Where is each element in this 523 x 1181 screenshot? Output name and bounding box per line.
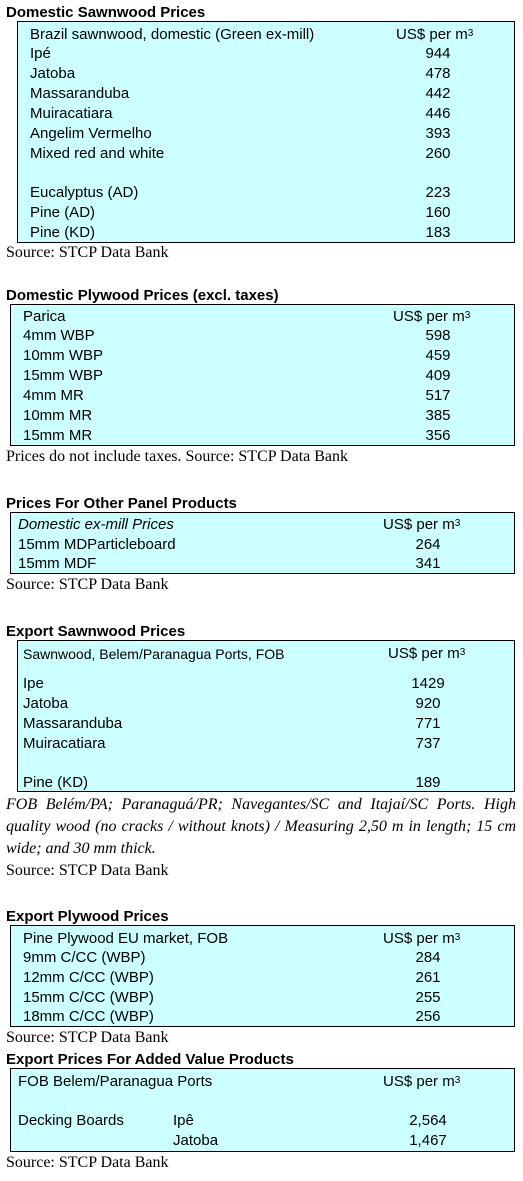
row-value: 341 xyxy=(415,555,441,572)
row-label: 15mm MR xyxy=(23,427,93,444)
unit-header: US$ per $m^3$ xyxy=(383,516,461,533)
source-note: Source: STCP Data Bank xyxy=(6,1154,169,1171)
row-value: 356 xyxy=(425,427,451,444)
row-label: Pine (KD) xyxy=(30,224,96,241)
row-label: 18mm C/CC (WBP) xyxy=(23,1008,154,1025)
export-sawnwood-note: FOB Belém/PA; Paranaguá/PR; Navegantes/SC and Itajaí/SC Ports. High quality wood (no cracks / without knots) / Measuring 2,50 m in length; 15 cm wide; and 30 mm thick. xyxy=(6,796,516,857)
row-label: Muiracatiara xyxy=(30,105,113,122)
row-value: 284 xyxy=(415,949,441,966)
row-label: Mixed red and white xyxy=(30,145,165,162)
row-value: 771 xyxy=(415,715,441,732)
other-panel-title: Prices For Other Panel Products xyxy=(6,495,237,512)
export-sawnwood-title: Export Sawnwood Prices xyxy=(6,623,186,640)
table-header-label: Pine Plywood EU market, FOB xyxy=(23,930,229,947)
source-note: Source: STCP Data Bank xyxy=(6,862,169,879)
row-label: 4mm MR xyxy=(23,387,84,404)
row-value: 442 xyxy=(425,85,451,102)
added-value-table xyxy=(10,1068,515,1152)
source-note: Source: STCP Data Bank xyxy=(6,244,169,261)
row-value: 1,467 xyxy=(409,1132,447,1149)
unit-header: US$ per $m^3$ xyxy=(396,26,474,43)
row-label: Pine (AD) xyxy=(30,204,96,221)
row-label: 12mm C/CC (WBP) xyxy=(23,969,154,986)
row-value: 478 xyxy=(425,65,451,82)
row-label: 15mm MDF xyxy=(18,555,97,572)
unit-header: US$ per $m^3$ xyxy=(383,930,461,947)
row-value: 944 xyxy=(425,45,451,62)
row-value: 393 xyxy=(425,125,451,142)
row-label: Jatoba xyxy=(30,65,76,82)
row-value: 446 xyxy=(425,105,451,122)
table-header-label: FOB Belem/Paranagua Ports xyxy=(18,1073,213,1090)
unit-header: US$ per $m^3$ xyxy=(388,645,466,662)
row-label: 4mm WBP xyxy=(23,327,95,344)
row-label: Angelim Vermelho xyxy=(30,125,152,142)
source-note: Source: STCP Data Bank xyxy=(6,1029,169,1046)
row-value: 160 xyxy=(425,204,451,221)
domestic-sawnwood-title: Domestic Sawnwood Prices xyxy=(6,4,206,21)
source-note: Prices do not include taxes. Source: STCP Data Bank xyxy=(6,448,349,465)
domestic-plywood-table xyxy=(10,304,515,446)
row-label: 10mm MR xyxy=(23,407,93,424)
source-note: Source: STCP Data Bank xyxy=(6,576,169,593)
row-value: 223 xyxy=(425,184,451,201)
row-value: 1429 xyxy=(411,675,445,692)
row-value: 2,564 xyxy=(409,1112,447,1129)
added-value-title: Export Prices For Added Value Products xyxy=(6,1051,294,1068)
row-label: 10mm WBP xyxy=(23,347,104,364)
unit-header: US$ per $m^3$ xyxy=(393,308,471,325)
row-label: Jatoba xyxy=(23,695,69,712)
row-label: 15mm WBP xyxy=(23,367,104,384)
row-value: 598 xyxy=(425,327,451,344)
row-value: 920 xyxy=(415,695,441,712)
row-label: 15mm C/CC (WBP) xyxy=(23,989,154,1006)
row-label: Ipê xyxy=(173,1112,194,1129)
row-value: 264 xyxy=(415,536,441,553)
row-value: 385 xyxy=(425,407,451,424)
row-value: 737 xyxy=(415,735,441,752)
row-label: Ipe xyxy=(23,675,44,692)
row-value: 255 xyxy=(415,989,441,1006)
domestic-plywood-title: Domestic Plywood Prices (excl. taxes) xyxy=(6,287,279,304)
row-value: 409 xyxy=(425,367,451,384)
row-label: Pine (KD) xyxy=(23,774,89,791)
table-header-label: Sawnwood, Belem/Paranagua Ports, FOB xyxy=(23,646,285,662)
row-label: Ipé xyxy=(30,45,51,62)
row-label: Massaranduba xyxy=(23,715,123,732)
export-plywood-table xyxy=(10,925,515,1027)
row-value: 260 xyxy=(425,145,451,162)
export-sawnwood-table xyxy=(17,640,515,792)
table-header-label: Domestic ex-mill Prices xyxy=(18,516,174,533)
row-value: 517 xyxy=(425,387,451,404)
row-label: 15mm MDParticleboard xyxy=(18,536,176,553)
export-plywood-title: Export Plywood Prices xyxy=(6,908,169,925)
row-label: Eucalyptus (AD) xyxy=(30,184,139,201)
row-label: Muiracatiara xyxy=(23,735,106,752)
row-label: Massaranduba xyxy=(30,85,130,102)
table-header-label: Parica xyxy=(23,308,66,325)
row-label: 9mm C/CC (WBP) xyxy=(23,949,146,966)
row-value: 189 xyxy=(415,774,441,791)
row-label: Jatoba xyxy=(173,1132,219,1149)
domestic-sawnwood-table xyxy=(17,21,515,243)
table-header-label: Brazil sawnwood, domestic (Green ex-mill) xyxy=(30,26,315,43)
row-value: 459 xyxy=(425,347,451,364)
unit-header: US$ per $m^3$ xyxy=(383,1073,461,1090)
row-value: 261 xyxy=(415,969,441,986)
row-value: 256 xyxy=(415,1008,441,1025)
group-label: Decking Boards xyxy=(18,1112,124,1129)
row-value: 183 xyxy=(425,224,451,241)
other-panel-table xyxy=(10,512,515,574)
